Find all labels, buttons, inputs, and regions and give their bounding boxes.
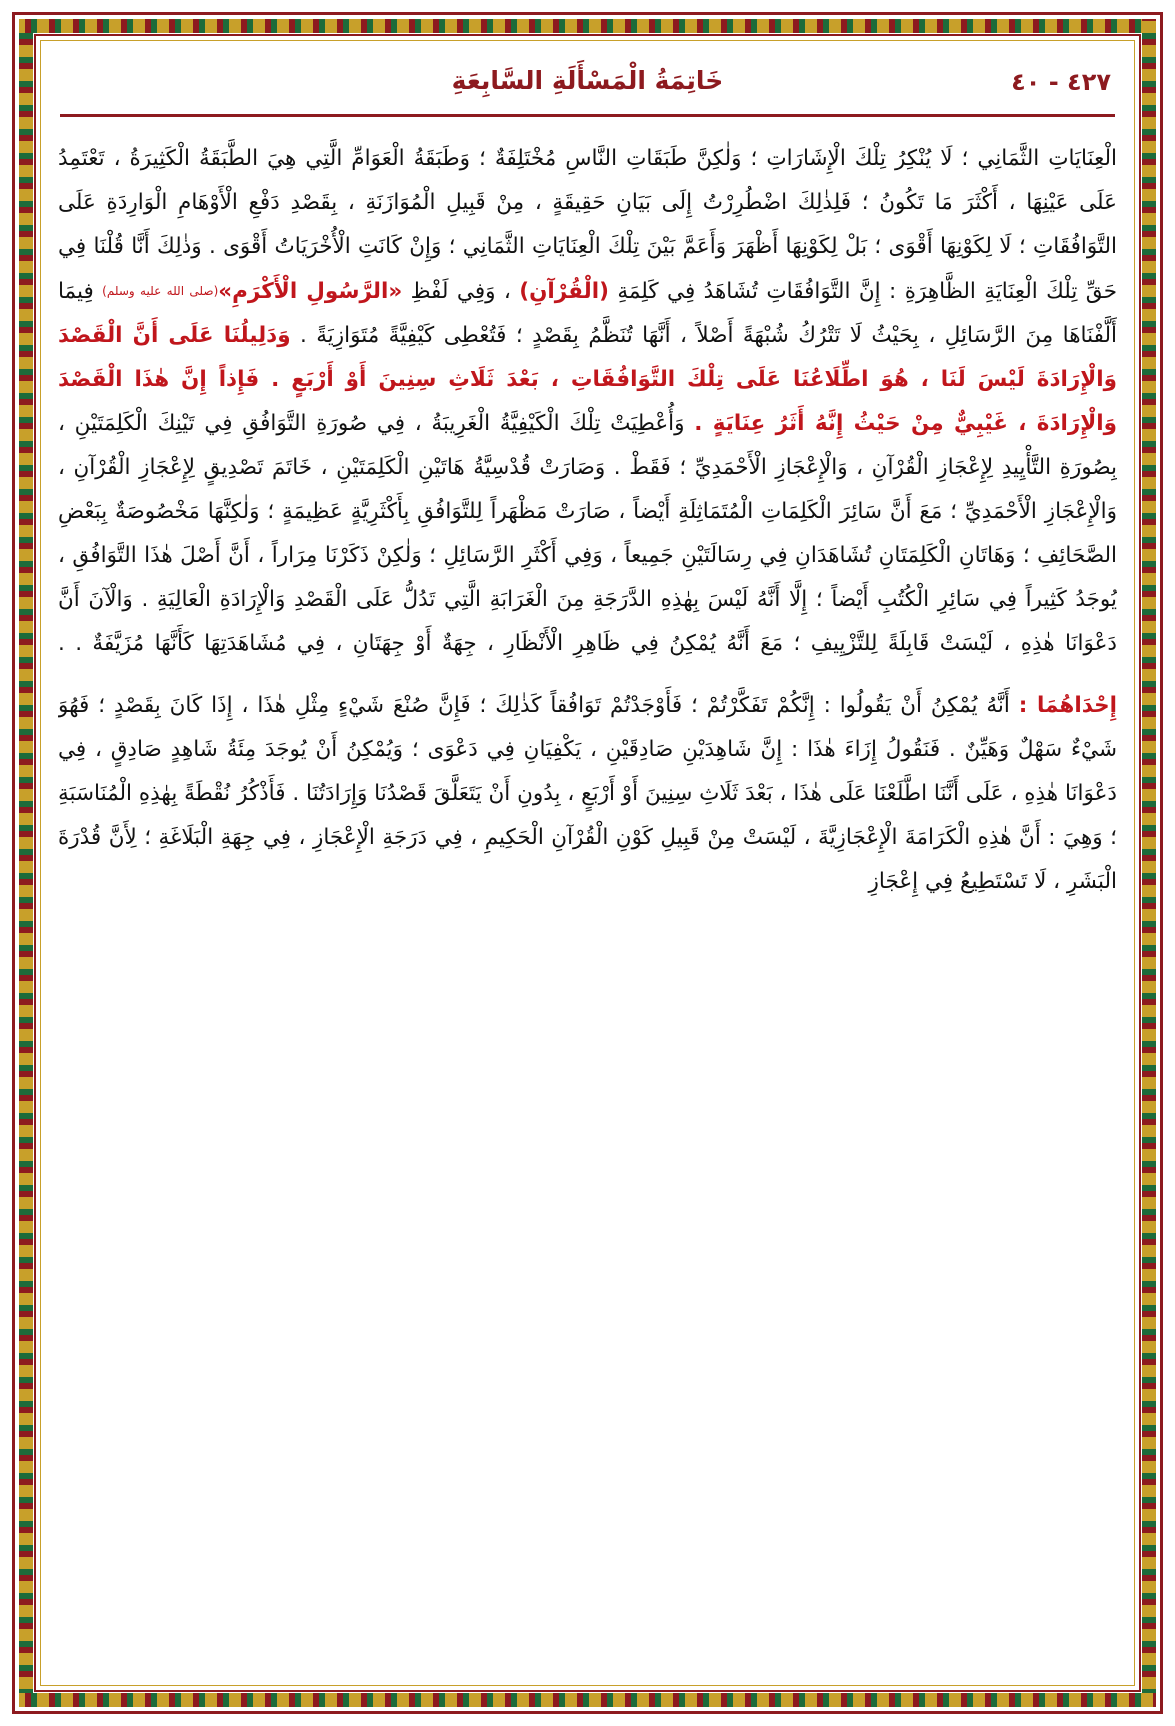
emphasis-text: إِحْدَاهُمَا : [1018, 693, 1117, 718]
emphasis-text: «الرَّسُولِ الْأَكْرَمِ» [218, 279, 403, 304]
body-text-run: أَنَّهُ يُمْكِنُ أَنْ يَقُولُوا : إِنَّكُمْ تَفَكَّرْتُمْ ؛ فَأَوْجَدْتُمْ تَوَافُقاً كَذٰلِكَ ؛ فَإِنَّ صُنْعَ شَيْءٍ مِثْلِ هٰذَا ، إِذَا كَانَ بِقَصْدٍ ؛ فَهُوَ شَيْءٌ سَهْلٌ وَهَيِّنٌ . فَنَقُولُ إِزَاءَ هٰذَا : إِنَّ شَاهِدَيْنِ صَادِقَيْنِ ، يَكْفِيَانِ فِي دَعْوَى ؛ وَيُمْكِنُ أَنْ يُوجَدَ مِئَةُ شَاهِدٍ صَادِقٍ ، فِي دَعْوَانَا هٰذِهِ ، عَلَى أَنَّنَا اطَّلَعْنَا عَلَى هٰذَا ، بَعْدَ ثَلَاثِ سِنِينَ أَوْ أَرْبَعٍ ، بِدُونِ أَنْ يَتَعَلَّقَ قَصْدُنَا وَإِرَادَتُنَا . فَأَذْكُرُ نُقْطَةً بِهٰذِهِ الْمُنَاسَبَةِ ؛ وَهِيَ : أَنَّ هٰذِهِ الْكَرَامَةَ الْإِعْجَازِيَّةَ ، لَيْسَتْ مِنْ قَبِيلِ كَوْنِ الْقُرْآنِ الْحَكِيمِ ، فِي دَرَجَةِ الْإِعْجَازِ ، فِي جِهَةِ الْبَلَاغَةِ ؛ لِأَنَّ قُدْرَةَ الْبَشَرِ ، لَا تَسْتَطِيعُ فِي إِعْجَازِ [58, 693, 1117, 894]
body-text-run: الْعِنَايَاتِ الثَّمَانِي ؛ لَا يُنْكِرُ تِلْكَ الْإِشَارَاتِ ؛ وَلٰكِنَّ طَبَقَاتِ النَّاسِ مُخْتَلِفَةٌ ؛ وَطَبَقَةُ الْعَوَامِّ الَّتِي هِيَ الطَّبَقَةُ الْكَثِيرَةُ ، تَعْتَمِدُ عَلَى عَيْنِهَا ، أَكْثَرَ مَا تَكُونُ ؛ فَلِذٰلِكَ اضْطُرِرْتُ إِلَى بَيَانِ حَقِيقَةٍ ، مِنْ قَبِيلِ الْمُوَازَنَةِ ، بِقَصْدِ دَفْعِ الْأَوْهَامِ الْوَارِدَةِ عَلَى التَّوَافُقَاتِ ؛ لَا لِكَوْنِهَا أَقْوَى ؛ بَلْ لِكَوْنِهَا أَظْهَرَ وَأَعَمَّ بَيْنَ تِلْكَ الْعِنَايَاتِ الثَّمَانِي ؛ وَإِنْ كَانَتِ الْأُخْرَيَاتُ أَقْوَى . وَذٰلِكَ أَنَّا قُلْنَا فِي حَقِّ تِلْكَ الْعِنَايَةِ الظَّاهِرَةِ : إِنَّ التَّوَافُقَاتِ تُشَاهَدُ فِي كَلِمَةِ [58, 146, 1117, 304]
body-text-run: ، وَفِي لَفْظِ [402, 279, 520, 304]
document-body [58, 137, 1117, 904]
emphasis-text: وَدَلِيلُنَا عَلَى أَنَّ الْقَصْدَ وَالْإِرَادَةَ لَيْسَ لَنَا ، هُوَ اطِّلَاعُنَا عَلَى تِلْكَ التَّوَافُقَاتِ ، بَعْدَ ثَلَاثِ سِنِينَ أَوْ أَرْبَعٍ . فَإِذاً إِنَّ هٰذَا الْقَصْدَ وَالْإِرَادَةَ ، غَيْبِيٌّ مِنْ حَيْثُ إِنَّهُ أَثَرُ عِنَايَةٍ . [58, 323, 1117, 436]
honorific-text: (صلى الله عليه وسلم) [102, 284, 219, 298]
body-text-run: فِيمَا أَلَّفْنَاهَا مِنَ الرَّسَائِلِ ، بِحَيْثُ لَا تَتْرُكُ شُبْهَةً أَصْلاً ، أَنَّهَا تُنَظَّمُ بِقَصْدٍ ؛ فَتُعْطِى كَيْفِيَّةً مُتَوَازِيَةً . [58, 279, 1117, 348]
body-text-run: وَأُعْطِيَتْ تِلْكَ الْكَيْفِيَّةُ الْغَرِيبَةُ ، فِي صُورَةِ التَّوَافُقِ فِي تَيْنِكَ الْكَلِمَتَيْنِ ، بِصُورَةِ التَّأْيِيدِ لِإِعْجَازِ الْقُرْآنِ ، وَالْإِعْجَازِ الْأَحْمَدِيِّ ؛ فَقَطْ . وَصَارَتْ قُدْسِيَّةُ هَاتَيْنِ الْكَلِمَتَيْنِ ، خَاتَمَ تَصْدِيقٍ لِإِعْجَازِ الْقُرْآنِ ، وَالْإِعْجَازِ الْأَحْمَدِيِّ ؛ مَعَ أَنَّ سَائِرَ الْكَلِمَاتِ الْمُتَمَاثِلَةِ أَيْضاً ، صَارَتْ مَظْهَراً لِلتَّوَافُقِ بِأَكْثَرِيَّةٍ عَظِيمَةٍ ؛ وَلٰكِنَّهَا مَخْصُوصَةٌ بِبَعْضِ الصَّحَائِفِ ؛ وَهَاتَانِ الْكَلِمَتَانِ تُشَاهَدَانِ فِي رِسَالَتَيْنِ جَمِيعاً ، وَفِي أَكْثَرِ الرَّسَائِلِ ؛ وَلٰكِنْ ذَكَرْنَا مِرَاراً ، أَنَّ أَصْلَ هٰذَا التَّوَافُقِ ، يُوجَدُ كَثِيراً فِي سَائِرِ الْكُتُبِ أَيْضاً ؛ إِلَّا أَنَّهُ لَيْسَ بِهٰذِهِ الدَّرَجَةِ مِنَ الْغَرَابَةِ الَّتِي تَدُلُّ عَلَى الْقَصْدِ وَالْإِرَادَةِ الْعَالِيَةِ . وَالْآنَ أَنَّ دَعْوَانَا هٰذِهِ ، لَيْسَتْ قَابِلَةً لِلتَّزْيِيفِ ؛ مَعَ أَنَّهُ يُمْكِنُ فِي ظَاهِرِ الْأَنْظَارِ ، جِهَةٌ أَوْ جِهَتَانِ ، فِي مُشَاهَدَتِهَا كَأَنَّهَا مُزَيَّفَةٌ . . [58, 411, 1117, 656]
emphasis-text: (الْقُرْآنِ) [519, 279, 609, 304]
paragraph-1 [58, 137, 1117, 666]
page-number: ٤٢٧ - ٤٠ [1011, 68, 1111, 96]
page-content [58, 58, 1117, 1674]
header-divider [60, 114, 1115, 117]
paragraph-2 [58, 684, 1117, 904]
page-title: خَاتِمَةُ الْمَسْأَلَةِ السَّابِعَةِ [451, 66, 724, 95]
page-header [58, 58, 1117, 110]
